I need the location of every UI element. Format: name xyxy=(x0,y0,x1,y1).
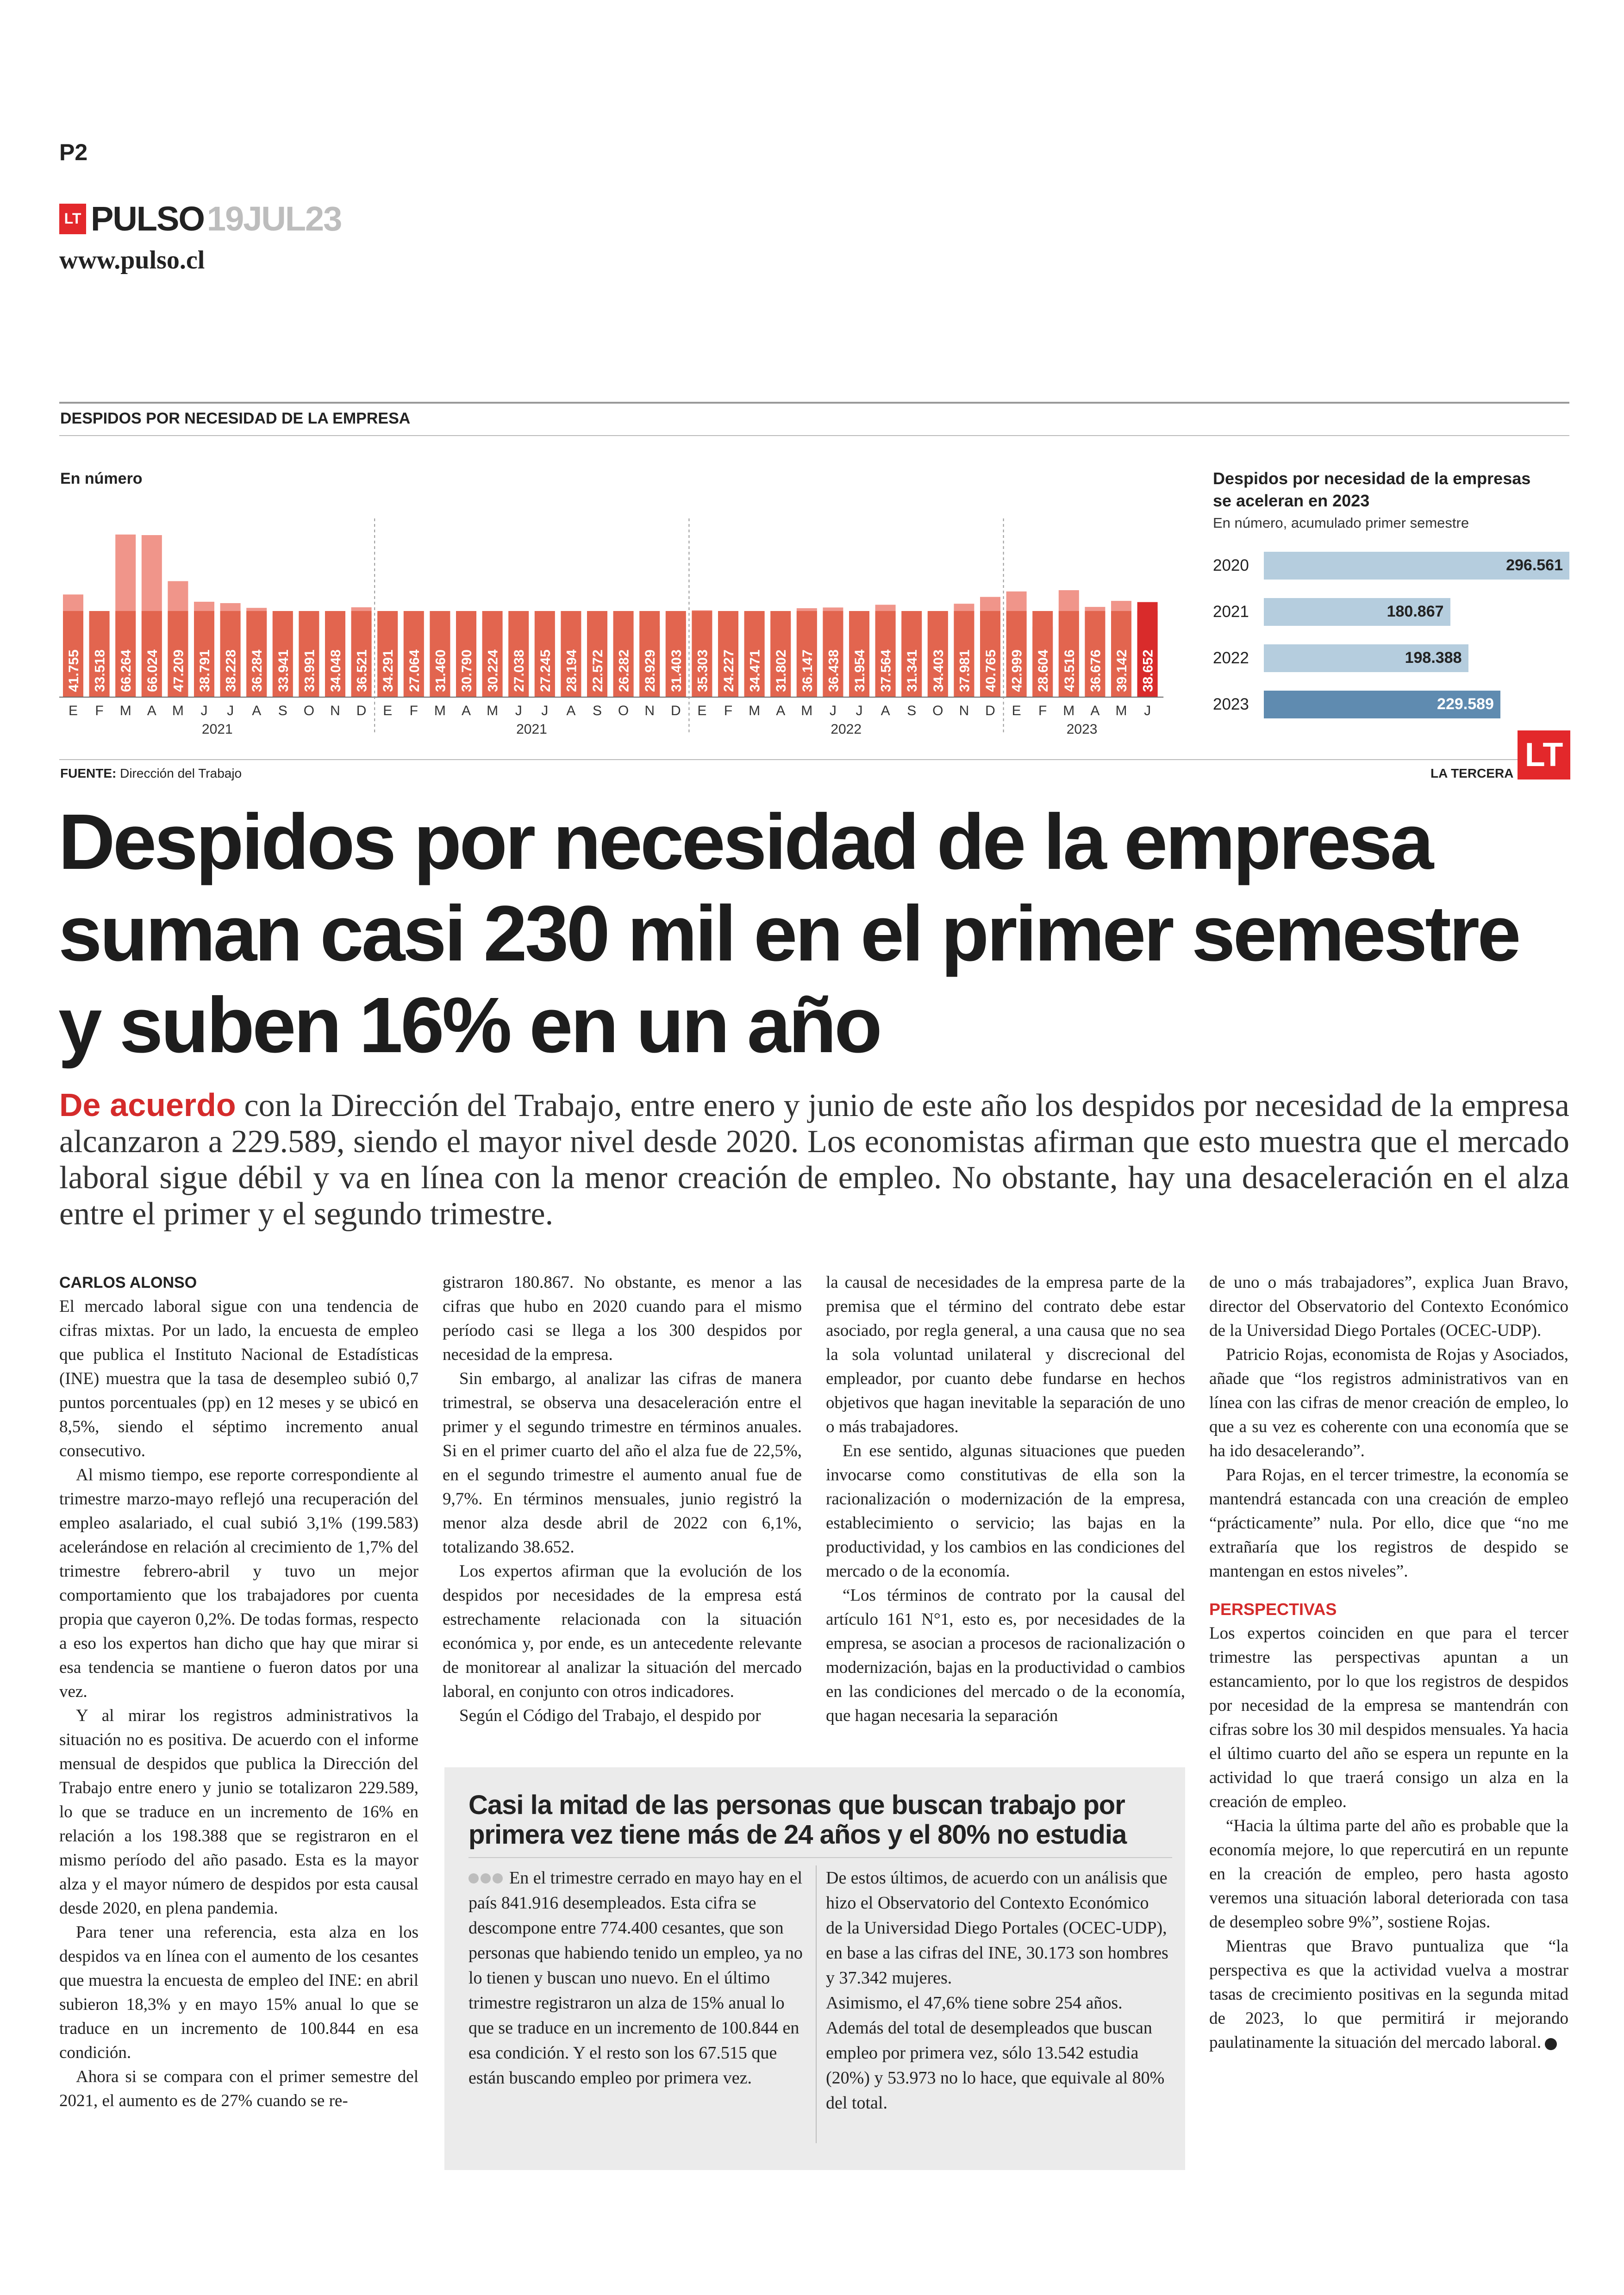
month-tick-label: A xyxy=(566,703,576,718)
column-1 xyxy=(59,1271,418,2113)
bar-value-label: 43.516 xyxy=(1062,649,1077,692)
month-tick-label: N xyxy=(330,703,340,718)
paragraph: Patricio Rojas, economista de Rojas y Asociados, añade que “los registros administrativos van en línea con las cifras de menor creación de empleo, lo que a su vez es coherente con una economía que se ha ido desacelerando”. xyxy=(1209,1345,1568,1460)
paragraph: Sin embargo, al analizar las cifras de manera trimestral, se observa una desaceleración entre el primer y el segundo trimestre en términos anuales. Si en el primer cuarto del año el alza fue de 22,5%, en el segundo trimestre el aumento anual fue de 9,7%. En términos mensuales, junio registró la menor alza desde abril de 2022 con 6,1%, totalizando 38.652. xyxy=(443,1369,802,1557)
bar-value-label: 27.064 xyxy=(406,649,422,692)
month-tick-label: J xyxy=(515,703,522,718)
chart-subtitle: En número xyxy=(60,470,143,487)
annual-bar-value: 296.561 xyxy=(1506,556,1563,574)
year-label: 2023 xyxy=(1066,722,1098,737)
paragraph: Y al mirar los registros administrativos la situación no es positiva. De acuerdo con el informe mensual de despidos que publica la Dirección del Trabajo entre enero y junio se totalizaron 229.589, lo que se traduce en un incremento de 16% en relación a los 198.388 que se registraron en el mismo período del año pasado. Esta es la mayor alza y el mayor número de despidos por esta causal desde 2020, en plena pandemia. xyxy=(59,1706,418,1918)
bar-value-label: 40.765 xyxy=(983,649,999,692)
year-label: 2021 xyxy=(201,722,233,737)
paragraph xyxy=(1209,1934,1568,2055)
bar-value-label: 47.209 xyxy=(171,649,187,692)
bar-value-label: 34.048 xyxy=(328,649,344,692)
annual-bar-row xyxy=(1213,552,1569,580)
box-paragraph xyxy=(468,1865,806,2090)
month-tick-label: M xyxy=(749,703,761,718)
lead-paragraph xyxy=(59,1087,1569,1232)
month-tick-label: D xyxy=(985,703,995,718)
bar-value-label: 31.802 xyxy=(774,649,789,692)
month-tick-label: N xyxy=(959,703,969,718)
headline: Despidos por necesidad de la empresa suman casi 230 mil en el primer semestre y suben 16% en un año xyxy=(58,798,1519,1069)
month-tick-label: J xyxy=(227,703,234,718)
bar-value-label: 28.194 xyxy=(564,649,580,692)
month-tick-label: A xyxy=(776,703,786,718)
month-tick-label: M xyxy=(434,703,446,718)
bar-value-label: 35.303 xyxy=(695,649,711,692)
column-4 xyxy=(1209,1271,1568,2055)
paragraph-text: Mientras que Bravo puntualiza que “la perspectiva es que la actividad vuelva a mostrar tasas de crecimiento positivas en la segunda mitad de 2023, lo que permitirá ir mejorando paulatinamente la situación del mercado laboral. xyxy=(1209,1937,1568,2052)
box-text: En el trimestre cerrado en mayo hay en el país 841.916 desempleados. Esta cifra se descompone entre 774.400 cesantes, que son personas que habiendo tenido un empleo, ya no lo tienen y buscan uno nuevo. En el último trimestre registraron un alza de 15% anual lo que se traduce en un incremento de 100.844 en esa condición. Y el resto son los 67.515 que están buscando empleo por primera vez. xyxy=(468,1868,803,2088)
bar-value-label: 41.755 xyxy=(66,649,81,692)
side-chart-title: Despidos por necesidad de la empresas se aceleran en 2023 xyxy=(1213,469,1531,510)
paragraph: En ese sentido, algunas situaciones que pueden invocarse como constitutivas de ella son la racionalización o modernización de la empresa, establecimiento o servicio; las bajas en la productividad, y los cambios en las condiciones del mercado o de la economía. xyxy=(826,1441,1185,1581)
bar-value-label: 27.245 xyxy=(537,649,553,692)
month-tick-label: M xyxy=(801,703,813,718)
year-label: 2022 xyxy=(831,722,862,737)
paragraph: Para tener una referencia, esta alza en los despidos va en línea con el aumento de los cesantes que muestra la encuesta de empleo del INE: en abril subieron 18,3% y en mayo 15% anual lo que se traduce en un incremento de 100.844 en esa condición. xyxy=(59,1923,418,2062)
box-column-left xyxy=(468,1865,806,2090)
paragraph: de uno o más trabajadores”, explica Juan Bravo, director del Observatorio del Contexto Económico de la Universidad Diego Portales (OCEC-UDP). xyxy=(1209,1273,1568,1340)
month-tick-label: A xyxy=(881,703,890,718)
lt-badge: LT xyxy=(59,204,86,234)
month-tick-label: J xyxy=(200,703,208,718)
month-tick-label: S xyxy=(278,703,287,718)
annual-bar-year: 2021 xyxy=(1213,603,1249,621)
month-tick-label: O xyxy=(618,703,629,718)
bar-value-label: 26.282 xyxy=(616,649,632,692)
month-tick-label: J xyxy=(541,703,549,718)
bar-value-label: 34.291 xyxy=(381,649,396,692)
paragraph: El mercado laboral sigue con una tendencia de cifras mixtas. Por un lado, la encuesta de empleo que publica el Instituto Nacional de Estadísticas (INE) muestra que la tasa de desempleo subió 0,7 puntos porcentuales (pp) en 12 meses y se ubicó en 8,5%, siendo el séptimo incremento anual consecutivo. xyxy=(59,1297,418,1460)
month-tick-label: E xyxy=(68,703,78,718)
month-tick-label: E xyxy=(383,703,393,718)
bar-value-label: 28.929 xyxy=(643,649,658,692)
month-tick-label: N xyxy=(644,703,655,718)
annual-bar-value: 229.589 xyxy=(1437,695,1494,713)
chart-title: DESPIDOS POR NECESIDAD DE LA EMPRESA xyxy=(60,410,411,427)
bar-value-label: 31.341 xyxy=(905,649,920,692)
source-label: FUENTE: xyxy=(60,766,117,780)
bar-value-label: 33.991 xyxy=(302,649,318,692)
monthly-bar-chart xyxy=(59,491,1189,750)
box-headline: Casi la mitad de las personas que buscan trabajo por primera vez tiene más de 24 años y el 80% no estudia xyxy=(468,1790,1127,1850)
bar-value-label: 42.999 xyxy=(1009,649,1025,692)
box-column-right xyxy=(826,1865,1168,2115)
annual-bar xyxy=(1264,598,1450,626)
column-2 xyxy=(443,1271,802,1728)
paragraph: Al mismo tiempo, ese reporte correspondiente al trimestre marzo-mayo reflejó una recuperación del empleo asalariado, el cual subió 3,1% (199.583) acelerándose en relación al crecimiento de 1,7% del trimestre febrero-abril y tuvo un mejor comportamiento que los trabajadores por cuenta propia que cayeron 0,2%. De todas formas, respecto a eso los expertos han dicho que hay que mirar si esa tendencia se mantiene o fueron datos por una vez. xyxy=(59,1466,418,1701)
bar-value-label: 24.227 xyxy=(721,649,737,692)
paragraph: Los expertos afirman que la evolución de los despidos por necesidades de la empresa está estrechamente relacionada con la situación económica y, por ende, es un antecedente relevante de monitorear al analizar la situación del mercado laboral, en conjunto con otros indicadores. xyxy=(443,1562,802,1701)
annual-bar-row xyxy=(1213,691,1569,718)
year-label: 2021 xyxy=(516,722,547,737)
paragraph: “Hacia la última parte del año es probable que la economía mejore, lo que repercutirá en un repunte en la creación de empleo, pero hasta agosto veremos una situación laboral deteriorada con tasa de desempleo sobre 9%”, sostiene Rojas. xyxy=(1209,1816,1568,1932)
top-rule xyxy=(59,402,1569,404)
bar-value-label: 66.264 xyxy=(119,649,134,692)
month-tick-label: F xyxy=(1038,703,1047,718)
month-tick-label: O xyxy=(303,703,315,718)
bar-value-label: 30.790 xyxy=(459,649,475,692)
bar-value-label: 33.518 xyxy=(92,649,108,692)
annual-bar xyxy=(1264,644,1468,672)
bar-value-label: 38.228 xyxy=(223,649,239,692)
month-tick-label: F xyxy=(724,703,733,718)
annual-bar-value: 198.388 xyxy=(1405,649,1462,667)
source-text: Dirección del Trabajo xyxy=(120,766,242,780)
bar-value-label: 33.941 xyxy=(275,649,291,692)
bar-value-label: 39.142 xyxy=(1114,649,1130,692)
month-tick-label: F xyxy=(409,703,418,718)
bar-value-label: 34.403 xyxy=(931,649,946,692)
box-divider xyxy=(816,1865,817,2143)
bar-value-label: 31.954 xyxy=(852,649,868,692)
side-chart-subtitle: En número, acumulado primer semestre xyxy=(1213,515,1469,531)
month-tick-label: M xyxy=(1115,703,1127,718)
month-tick-label: J xyxy=(829,703,837,718)
bar-value-label: 31.403 xyxy=(668,649,684,692)
paragraph: Los expertos coinciden en que para el tercer trimestre las perspectivas apuntan a un estancamiento, por lo que los registros de despidos por necesidad de la empresa se mantendrán con cifras sobre los 30 mil despidos mensuales. Ya hacia el último cuarto del año se espera un repunte en la actividad lo que traerá consigo un alza en la creación de empleo. xyxy=(1209,1624,1568,1811)
bar-value-label: 31.460 xyxy=(433,649,449,692)
month-tick-label: J xyxy=(856,703,863,718)
bar-value-label: 37.564 xyxy=(878,649,894,692)
section-subhead: PERSPECTIVAS xyxy=(1209,1600,1337,1619)
bar-value-label: 28.604 xyxy=(1036,649,1051,692)
month-tick-label: A xyxy=(461,703,471,718)
paragraph: gistraron 180.867. No obstante, es menor a las cifras que hubo en 2020 cuando para el mismo período casi se llega a los 300 despidos por necesidad de la empresa. xyxy=(443,1273,802,1364)
month-tick-label: S xyxy=(592,703,602,718)
paragraph: Según el Código del Trabajo, el despido por xyxy=(459,1706,761,1725)
annual-bar-row xyxy=(1213,598,1569,626)
brand-name: PULSO xyxy=(91,200,204,238)
bar-value-label: 30.224 xyxy=(485,649,501,692)
box-rule xyxy=(468,1857,1172,1858)
paragraph: “Los términos de contrato por la causal del artículo 161 N°1, esto es, por necesidades de la empresa, se asocian a procesos de racionalización o modernización, bajas en la productividad o cambios en las condiciones del mercado o de la economía, que hagan necesaria la separación xyxy=(826,1586,1185,1725)
annual-bar-year: 2020 xyxy=(1213,556,1249,574)
bar-value-label: 36.438 xyxy=(826,649,842,692)
bar-value-label: 38.652 xyxy=(1140,649,1156,692)
month-tick-label: M xyxy=(1063,703,1075,718)
paragraph: Ahora si se compara con el primer semestre del 2021, el aumento es de 27% cuando se re- xyxy=(59,2067,418,2110)
annual-bar xyxy=(1264,691,1500,718)
month-tick-label: S xyxy=(907,703,917,718)
month-tick-label: O xyxy=(932,703,943,718)
month-tick-label: M xyxy=(119,703,131,718)
bar-value-label: 36.147 xyxy=(800,649,815,692)
annual-bar-row xyxy=(1213,644,1569,672)
month-tick-label: A xyxy=(252,703,262,718)
box-paragraph: De estos últimos, de acuerdo con un análisis que hizo el Observatorio del Contexto Económico de la Universidad Diego Portales (OCEC-UDP), en base a las cifras del INE, 30.173 son hombres y 37.342 mujeres. xyxy=(826,1868,1168,1988)
lead-kicker: De acuerdo xyxy=(59,1087,236,1123)
lt-logo: LT xyxy=(1518,730,1570,780)
end-mark-icon xyxy=(1545,2038,1557,2050)
month-tick-label: E xyxy=(1012,703,1021,718)
bar-value-label: 34.471 xyxy=(747,649,763,692)
month-tick-label: J xyxy=(1144,703,1151,718)
bar-value-label: 37.981 xyxy=(957,649,973,692)
box-paragraph: Asimismo, el 47,6% tiene sobre 254 años. Además del total de desempleados que buscan empleo por primera vez, sólo 13.542 estudia (20%) y 53.973 no lo hace, que equivale al 80% del total. xyxy=(826,1993,1165,2113)
source-line xyxy=(60,766,242,781)
bar-value-label: 36.676 xyxy=(1088,649,1104,692)
month-tick-label: E xyxy=(697,703,707,718)
paragraph: Para Rojas, en el tercer trimestre, la economía se mantendrá estancada con una creación de empleo “prácticamente” nula. Por ello, dice que “no me extrañaría que los registros de despido se mantengan en estos niveles”. xyxy=(1209,1466,1568,1581)
annual-bar-year: 2022 xyxy=(1213,649,1249,667)
bullet-dots-icon xyxy=(468,1865,505,1890)
bar-value-label: 27.038 xyxy=(512,649,527,692)
column-3 xyxy=(826,1271,1185,1728)
month-tick-label: D xyxy=(356,703,367,718)
month-tick-label: D xyxy=(670,703,681,718)
page-number: P2 xyxy=(59,139,88,165)
chart-title-rule xyxy=(59,435,1569,436)
month-tick-label: A xyxy=(1090,703,1100,718)
month-tick-label: M xyxy=(487,703,499,718)
masthead xyxy=(59,199,341,238)
byline: CARLOS ALONSO xyxy=(59,1274,197,1291)
month-tick-label: M xyxy=(172,703,184,718)
month-tick-label: A xyxy=(147,703,156,718)
bar-value-label: 66.024 xyxy=(144,649,160,692)
annual-bar xyxy=(1264,552,1569,580)
bar-value-label: 36.521 xyxy=(354,649,370,692)
bar-value-label: 38.791 xyxy=(197,649,212,692)
credit: LA TERCERA xyxy=(1430,766,1514,780)
lead-text: con la Dirección del Trabajo, entre enero y junio de este año los despidos por necesidad de la empresa alcanzaron a 229.589, siendo el mayor nivel desde 2020. Los economistas afirman que esto muestra que el mercado laboral sigue débil y va en línea con la menor creación de empleo. No obstante, hay una desaceleración en el alza entre el primer y el segundo trimestre. xyxy=(59,1088,1569,1232)
month-tick-label: F xyxy=(95,703,104,718)
issue-date: 19JUL23 xyxy=(206,200,342,238)
bar-value-label: 22.572 xyxy=(590,649,606,692)
annual-bar-year: 2023 xyxy=(1213,695,1249,713)
annual-bar-value: 180.867 xyxy=(1387,603,1444,620)
bar-value-label: 36.284 xyxy=(250,649,265,692)
paragraph: la causal de necesidades de la empresa parte de la premisa que el término del contrato debe estar asociado, por regla general, a una causa que no sea la sola voluntad unilateral y discrecional del empleador, por cuanto debe fundarse en hechos objetivos que hagan inevitable la separación de uno o más trabajadores. xyxy=(826,1273,1185,1436)
website: www.pulso.cl xyxy=(59,246,205,274)
source-rule xyxy=(59,759,1569,760)
